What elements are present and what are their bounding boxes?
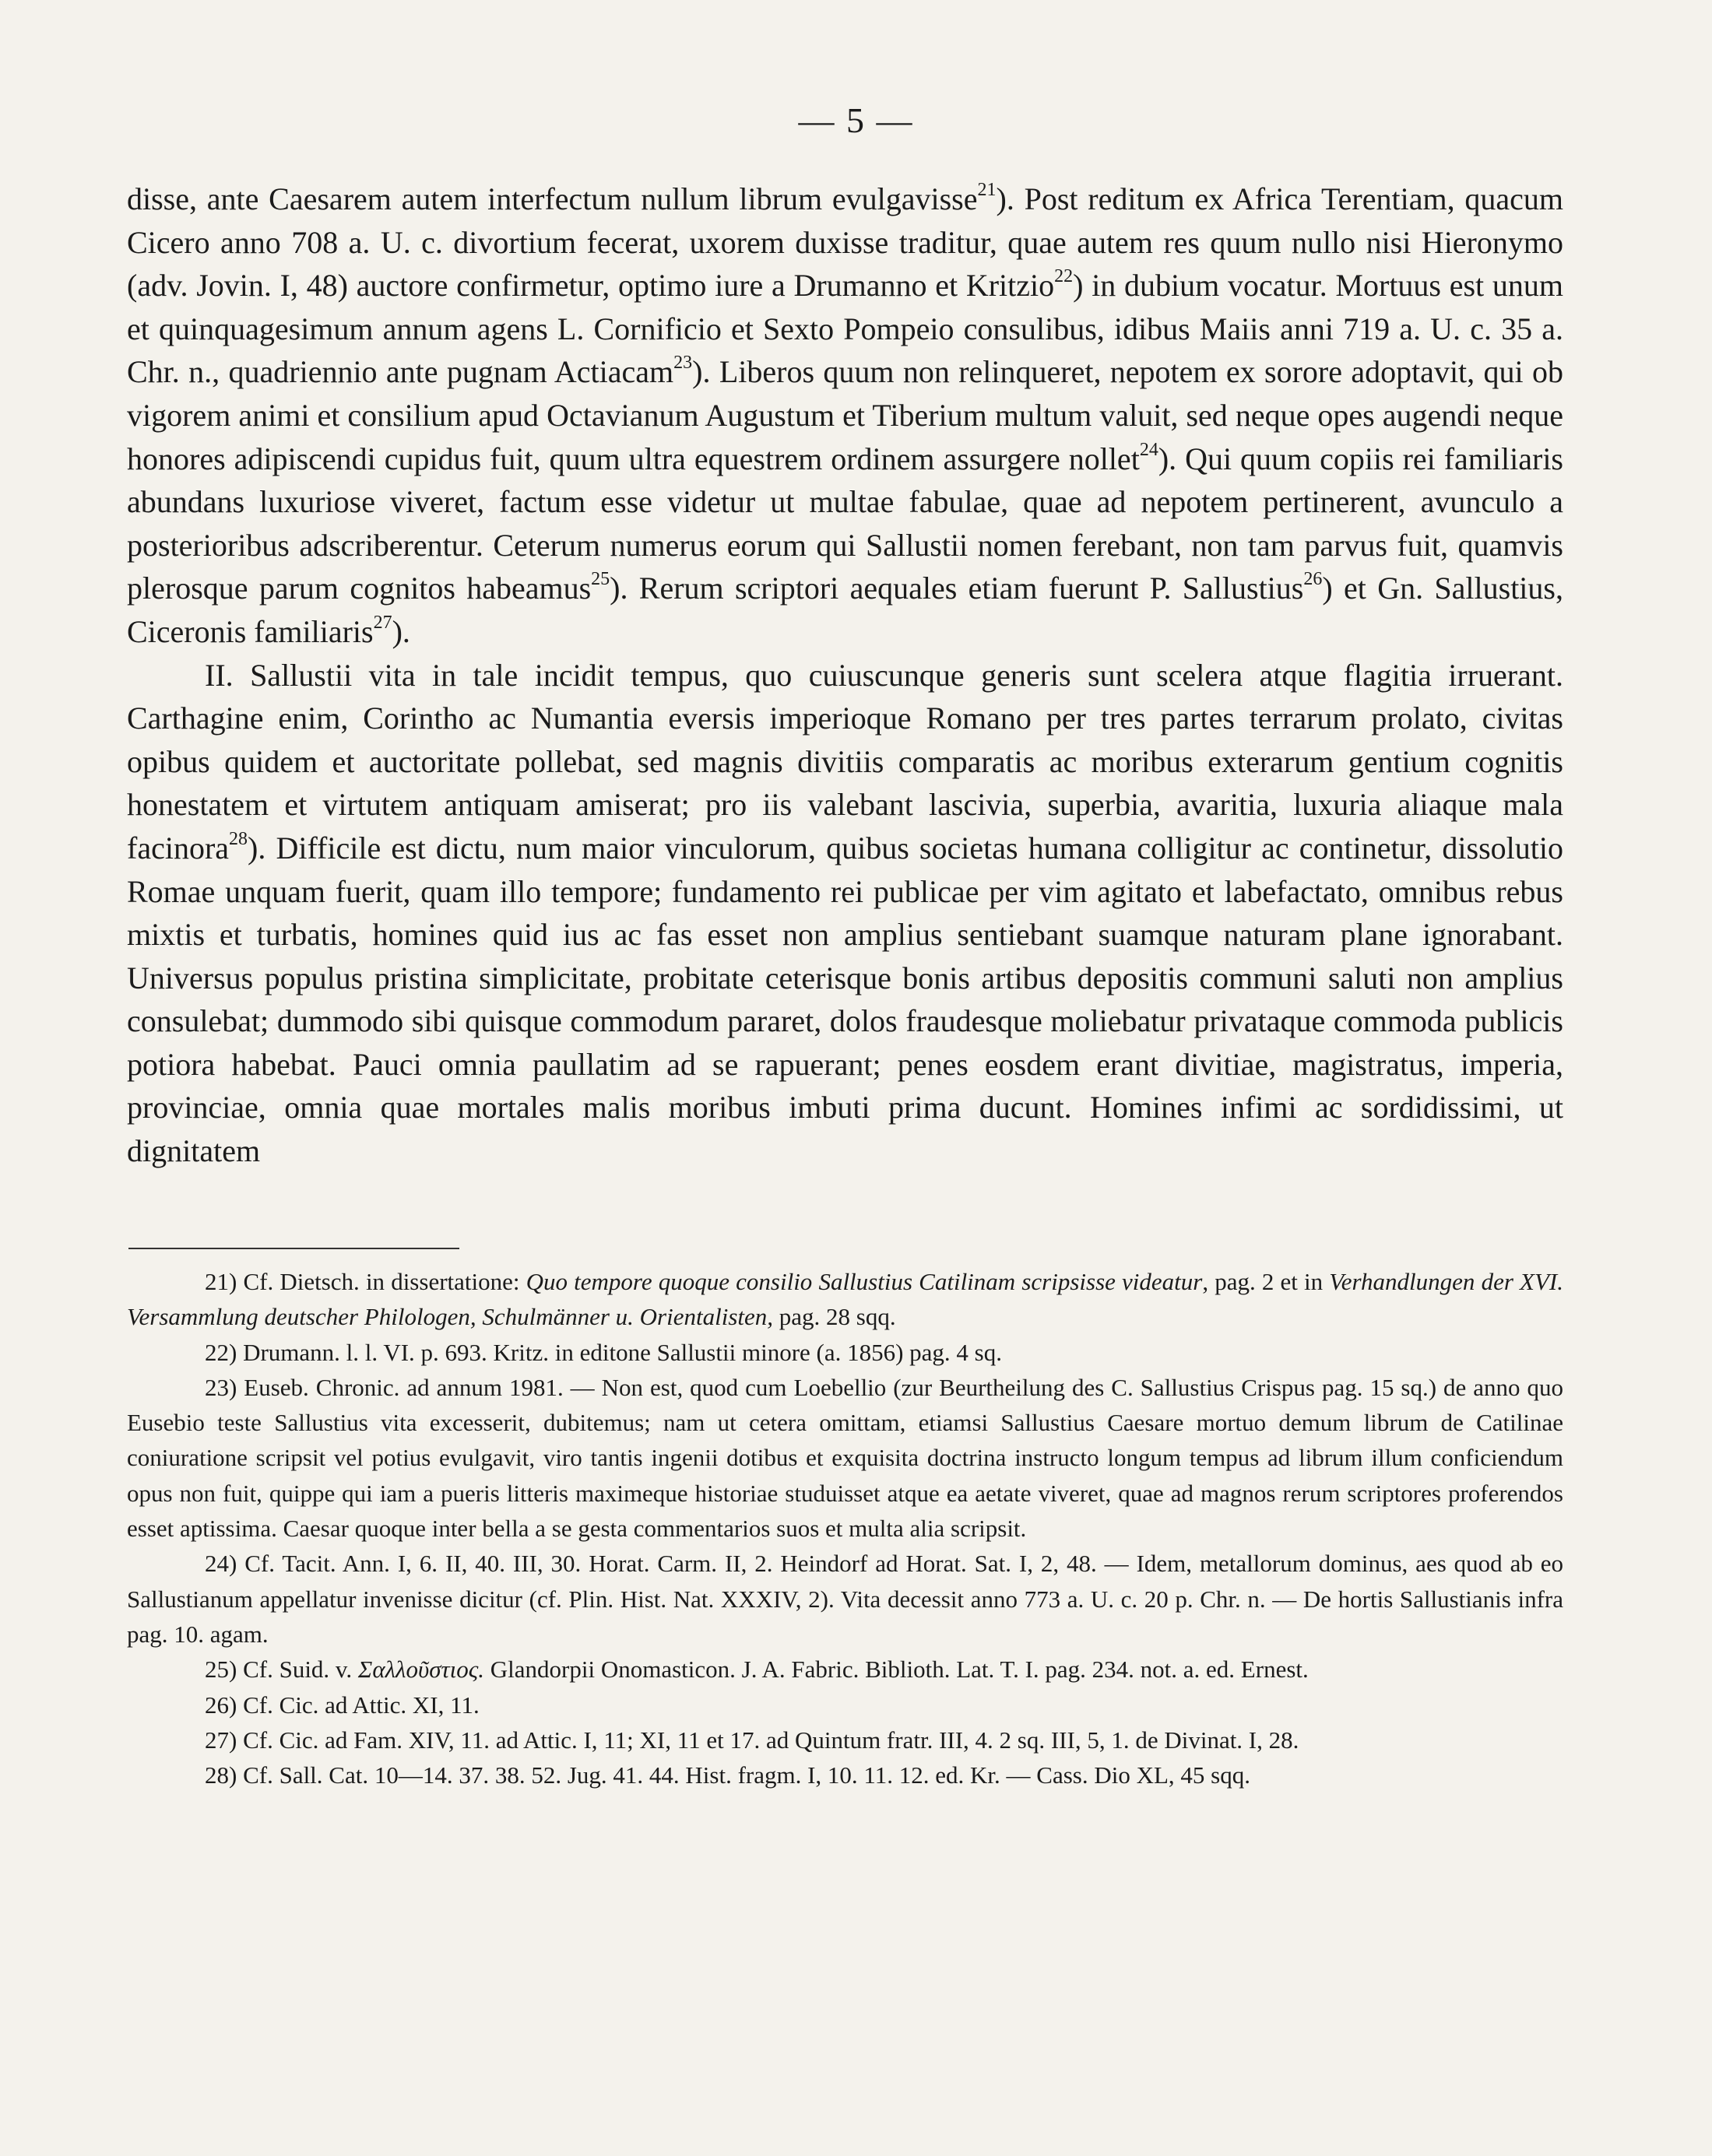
paragraph-text: ). Post reditum ex Africa Terentiam, quacum Cicero anno 708 a. U. c. divortium fecerat, uxorem duxisse traditur, quae autem res quum nullo nisi Hieronymo (adv. Jovin. I, 48) auctore confirmetur, optimo iure a Drumanno et Kritzio [127,181,1563,304]
footnote-ref: 21 [977,180,997,200]
cited-title: Verhandlungen der XVI. Versammlung deutscher Philologen, Schulmänner u. Orientalisten, [127,1268,1563,1331]
footnote-divider [128,1248,459,1249]
cited-title: Quo tempore quoque consilio Sallustius Catilinam scripsisse videatur [526,1268,1203,1295]
footnote-28: 28) Cf. Sall. Cat. 10—14. 37. 38. 52. Jug. 41. 44. Hist. fragm. I, 10. 11. 12. ed. Kr. — Cass. Dio XL, 45 sqq. [205,1761,1250,1789]
footnote-ref: 27 [373,612,392,633]
footnote-ref: 23 [673,353,693,374]
footnote-26: 26) Cf. Cic. ad Attic. XI, 11. [205,1691,480,1719]
section-numeral: II. [205,657,234,693]
footnote-text: Glandorpii Onomasticon. J. A. Fabric. Biblioth. Lat. T. I. pag. 234. not. a. ed. Ernest. [484,1656,1309,1684]
footnote-ref: 28 [229,828,248,849]
paragraph-text: ). Qui quum copiis rei familiaris abundans luxuriose viveret, factum esse videtur ut multae fabulae, quae ad nepotem pertinerent, avunculo a posterioribus adscriberentur. Ceterum numerus eorum qui Sallustii nomen ferebant, non tam parvus fuit, quamvis plerosque parum cognitos habeamus [127,441,1563,606]
footnotes [127,1264,1563,1793]
footnote-text: 21) Cf. Dietsch. in dissertatione: [205,1268,526,1295]
paragraph-text: Sallustii vita in tale incidit tempus, quo cuiuscunque generis sunt scelera atque flagitia irruerant. Carthagine enim, Corintho ac Numantia eversis imperioque Romano per tres partes terrarum prolato, civitas opibus quidem et auctoritate pollebat, sed magnis divitiis comparatis ac moribus exterarum gentium cognitis honestatem et virtutem antiquam amiserat; pro iis valebant lascivia, superbia, avaritia, luxuria aliaque mala facinora [127,657,1563,866]
paragraph-text: ). Rerum scriptori aequales etiam fuerunt P. Sallustius [610,571,1304,606]
footnote-27: 27) Cf. Cic. ad Fam. XIV, 11. ad Attic. I, 11; XI, 11 et 17. ad Quintum fratr. III, 4. 2 sq. III, 5, 1. de Divinat. I, 28. [205,1726,1299,1754]
footnote-ref: 24 [1139,439,1158,460]
paragraph-text: ). Difficile est dictu, num maior vinculorum, quibus societas humana colligitur ac continetur, dissolutio Romae unquam fuerit, quam illo tempore; fundamento rei publicae per vim agitato et labefactato, omnibus rebus mixtis et turbatis, homines quid ius ac fas esset non amplius sentiebant suamque naturam plane ignorabant. Universus populus pristina simplicitate, probitate ceterisque bonis artibus depositis communi saluti non amplius consulebat; dummodo sibi quisque commodum pararet, dolos fraudesque moliebatur privataque commoda publicis potiora habebat. Pauci omnia paullatim ad se rapuerant; penes eosdem erant divitiae, magistratus, imperia, provinciae, omnia quae mortales malis moribus imbuti prima ducunt. Homines infimi ac sordidissimi, ut dignitatem [127,830,1563,1169]
paragraph-1 [127,177,1563,654]
paragraph-text: ). [392,613,410,649]
paragraph-2 [127,654,1563,1173]
footnote-25 [127,1652,1563,1687]
footnote-23: 23) Euseb. Chronic. ad annum 1981. — Non est, quod cum Loebellio (zur Beurtheilung des C. Sallustius Crispus pag. 15 sq.) de anno quo Eusebio teste Sallustius vita excesserit, dubitemus; nam ut cetera omittam, etiamsi Sallustius Caesare mortuo demum librum de Catilinae coniuratione scripsit vel potius evulgavit, viro tantis ingenii dotibus et exquisita doctrina instructo longum tempus ad librum illum conficiendum opus non fuit, quippe qui iam a pueris litteris maximeque historiae studuisset atque ea aetate viveret, quae ad magnos rerum scriptores proferendos esset aptissima. Caesar quoque inter bella a se gesta commentarios suos et multa alia scripsit. [127,1373,1563,1543]
paragraph-text: ) in dubium vocatur. Mortuus est unum et quinquagesimum annum agens L. Cornificio et Sexto Pompeio consulibus, idibus Maiis anni 719 a. U. c. 35 a. Chr. n., quadriennio ante pugnam Actiacam [127,268,1563,390]
page-number: — 5 — [798,100,914,140]
footnote-ref: 22 [1054,266,1074,287]
footnote-ref: 25 [591,569,610,590]
footnote-ref: 26 [1303,569,1323,590]
footnote-text: , pag. 2 et in [1202,1268,1330,1295]
paragraph-text: disse, ante Caesarem autem interfectum nullum librum evulgavisse [127,181,978,216]
footnote-text: pag. 28 sqq. [773,1303,896,1331]
footnote-24: 24) Cf. Tacit. Ann. I, 6. II, 40. III, 30. Horat. Carm. II, 2. Heindorf ad Horat. Sat. I, 2, 48. — Idem, metallorum dominus, aes quod ab eo Sallustianum appellatur invenisse dicitur (cf. Plin. Hist. Nat. XXXIV, 2). Vita decessit anno 773 a. U. c. 20 p. Chr. n. — De hortis Sallustianis infra pag. 10. agam. [127,1550,1563,1648]
main-text [127,177,1563,1173]
paragraph-text: ). Liberos quum non relinqueret, nepotem ex sorore adoptavit, qui ob vigorem animi et consilium apud Octavianum Augustum et Tiberium multum valuit, sed neque opes augendi neque honores adipiscendi cupidus fuit, quum ultra equestrem ordinem assurgere nollet [127,354,1563,476]
footnote-21 [127,1264,1563,1335]
footnote-22: 22) Drumann. l. l. VI. p. 693. Kritz. in editone Sallustii minore (a. 1856) pag. 4 sq. [205,1338,1002,1366]
paragraph-text: ) et Gn. Sallustius, Ciceronis familiaris [127,571,1563,649]
greek-word: Σαλλοῦστιος. [357,1656,485,1684]
footnote-text: 25) Cf. Suid. v. [205,1656,358,1684]
